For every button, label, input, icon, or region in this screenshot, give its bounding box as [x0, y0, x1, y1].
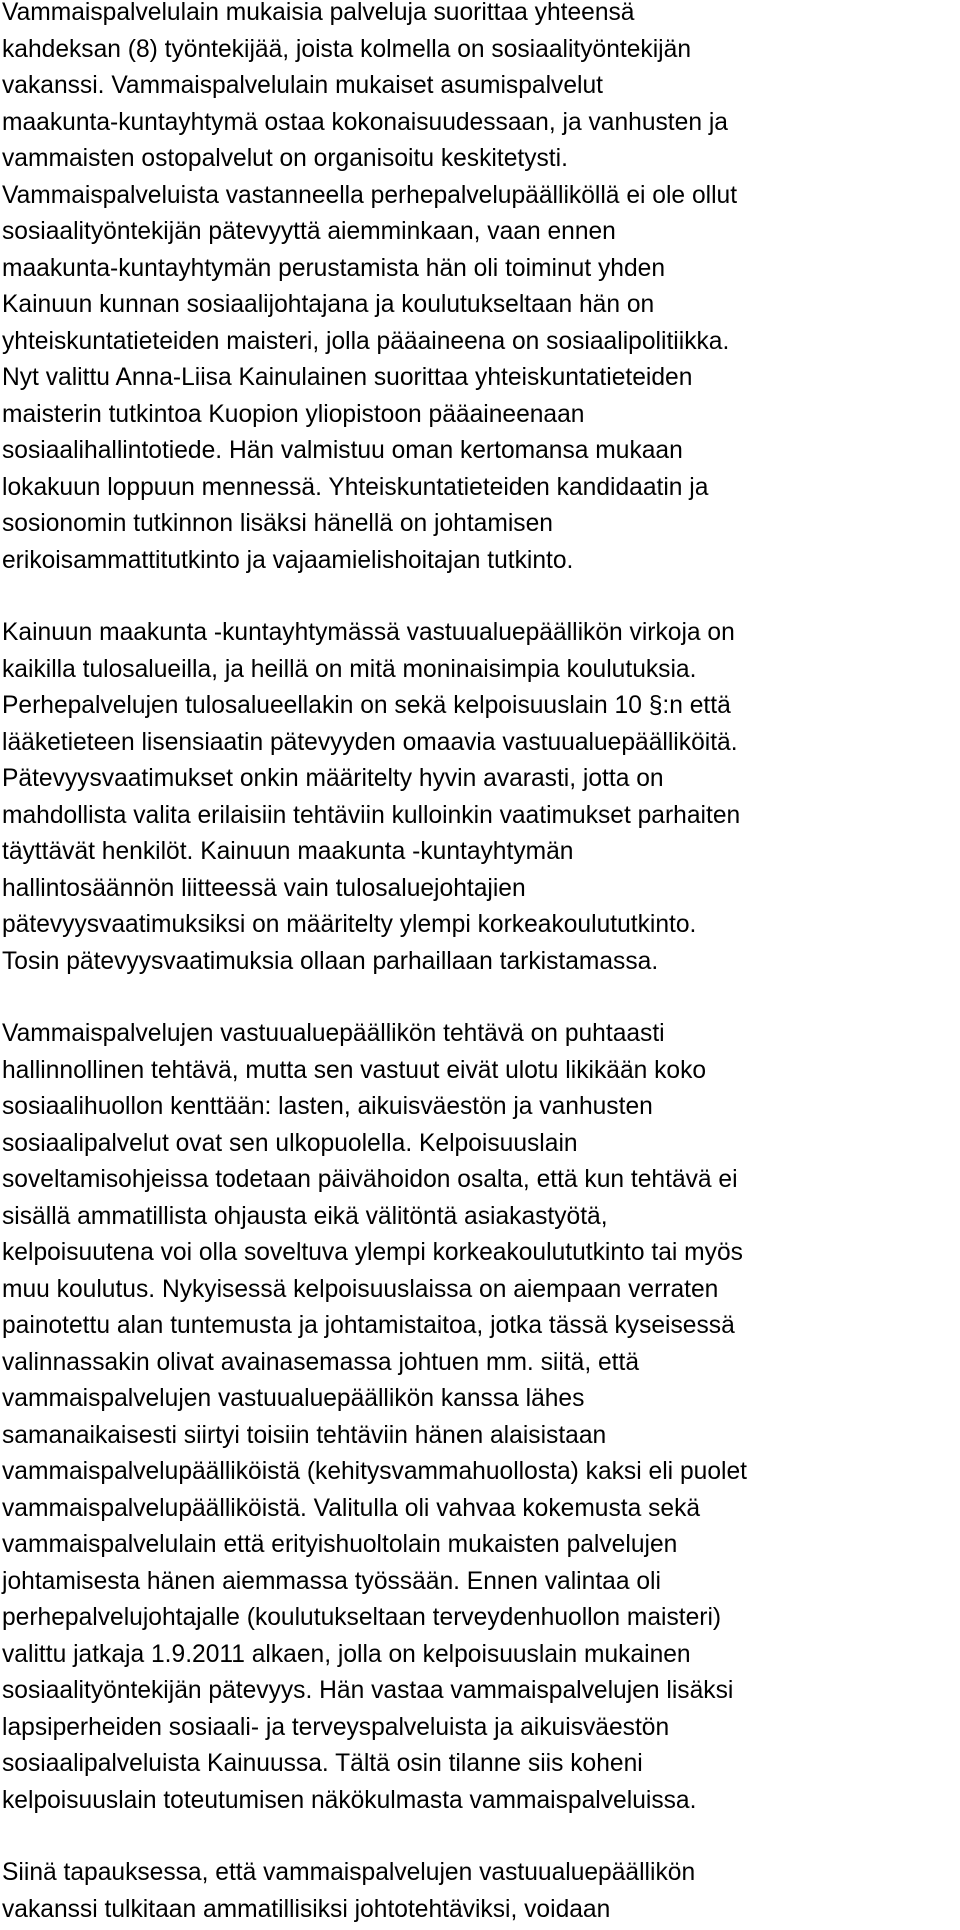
paragraph-ammatilliset-johtotehtavat: Siinä tapauksessa, että vammaispalvelujen vastuualuepäällikön vakanssi tulkitaan ammatillisiksi johtotehtäviksi, voidaan [2, 1859, 696, 1923]
paragraph-vastuualuepaallikon-virat: Kainuun maakunta -kuntayhtymässä vastuualuepäällikön virkoja on kaikilla tulosalueilla, ja heillä on mitä moninaisimpia koulutuksia. Perhepalvelujen tulosalueellakin on sekä kelpoisuuslain 10 §:n että lääketieteen lisensiaatin pätevyyden omaavia vastuualuepäälliköitä. Pätevyysvaatimukset onkin määritelty hyvin avarasti, jotta on mahdollista valita erilaisiin tehtäviin kulloinkin vaatimukset parhaiten täyttävät henkilöt. Kainuun maakunta -kuntayhtymän hallintosäännön liitteessä vain tulosaluejohtajien pätevyysvaatimuksiksi on määritelty ylempi korkeakoulututkinto. Tosin pätevyysvaatimuksia ollaan parhaillaan tarkistamassa. [2, 619, 741, 975]
paragraph-vammaispalvelulain-palvelut: Vammaispalvelulain mukaisia palveluja suorittaa yhteensä kahdeksan (8) työntekijää, joista kolmella on sosiaalityöntekijän vakanssi. Vammaispalvelulain mukaiset asumispalvelut maakunta-kuntayhtymä ostaa kokonaisuudessaan, ja vanhusten ja vammaisten ostopalvelut on organisoitu keskitetysti. Vammaispalveluista vastanneella perhepalvelupäälliköllä ei ole ollut sosiaalityöntekijän pätevyyttä aiemminkaan, vaan ennen maakunta-kuntayhtymän perustamista hän oli toiminut yhden Kainuun kunnan sosiaalijohtajana ja koulutukseltaan hän on yhteiskuntatieteiden maisteri, jolla pääaineena on sosiaalipolitiikka. Nyt valittu Anna-Liisa Kainulainen suorittaa yhteiskuntatieteiden maisterin tutkintoa Kuopion yliopistoon pääaineenaan sosiaalihallintotiede. Hän valmistuu oman kertomansa mukaan lokakuun loppuun mennessä. Yhteiskuntatieteiden kandidaatin ja sosionomin tutkinnon lisäksi hänellä on johtamisen erikoisammattitutkinto ja vajaamielishoitajan tutkinto. [2, 0, 738, 574]
paragraph-vastuualuepaallikon-tehtava: Vammaispalvelujen vastuualuepäällikön tehtävä on puhtaasti hallinnollinen tehtävä, mutta sen vastuut eivät ulotu likikään koko sosiaalihuollon kenttään: lasten, aikuisväestön ja vanhusten sosiaalipalvelut ovat sen ulkopuolella. Kelpoisuuslain soveltamisohjeissa todetaan päivähoidon osalta, että kun tehtävä ei sisällä ammatillista ohjausta eikä välitöntä asiakastyötä, kelpoisuutena voi olla soveltuva ylempi korkeakoulututkinto tai myös muu koulutus. Nykyisessä kelpoisuuslaissa on aiempaan verraten painotettu alan tuntemusta ja johtamistaitoa, jotka tässä kyseisessä valinnassakin olivat avainasemassa johtuen mm. siitä, että vammaispalvelujen vastuualuepäällikön kanssa lähes samanaikaisesti siirtyi toisiin tehtäviin hänen alaisistaan vammaispalvelupäälliköistä (kehitysvammahuollosta) kaksi eli puolet vammaispalvelupäälliköistä. Valitulla oli vahvaa kokemusta sekä vammaispalvelulain että erityishuoltolain mukaisten palvelujen johtamisesta hänen aiemmassa työssään. Ennen valintaa oli perhepalvelujohtajalle (koulutukseltaan terveydenhuollon maisteri) valittu jatkaja 1.9.2011 alkaen, jolla on kelpoisuuslain mukainen sosiaalityöntekijän pätevyys. Hän vastaa vammaispalvelujen lisäksi lapsiperheiden sosiaali- ja terveyspalveluista ja aikuisväestön sosiaalipalveluista Kainuussa. Tältä osin tilanne siis koheni kelpoisuuslain toteutumisen näkökulmasta vammaispalveluissa. [2, 1020, 747, 1814]
